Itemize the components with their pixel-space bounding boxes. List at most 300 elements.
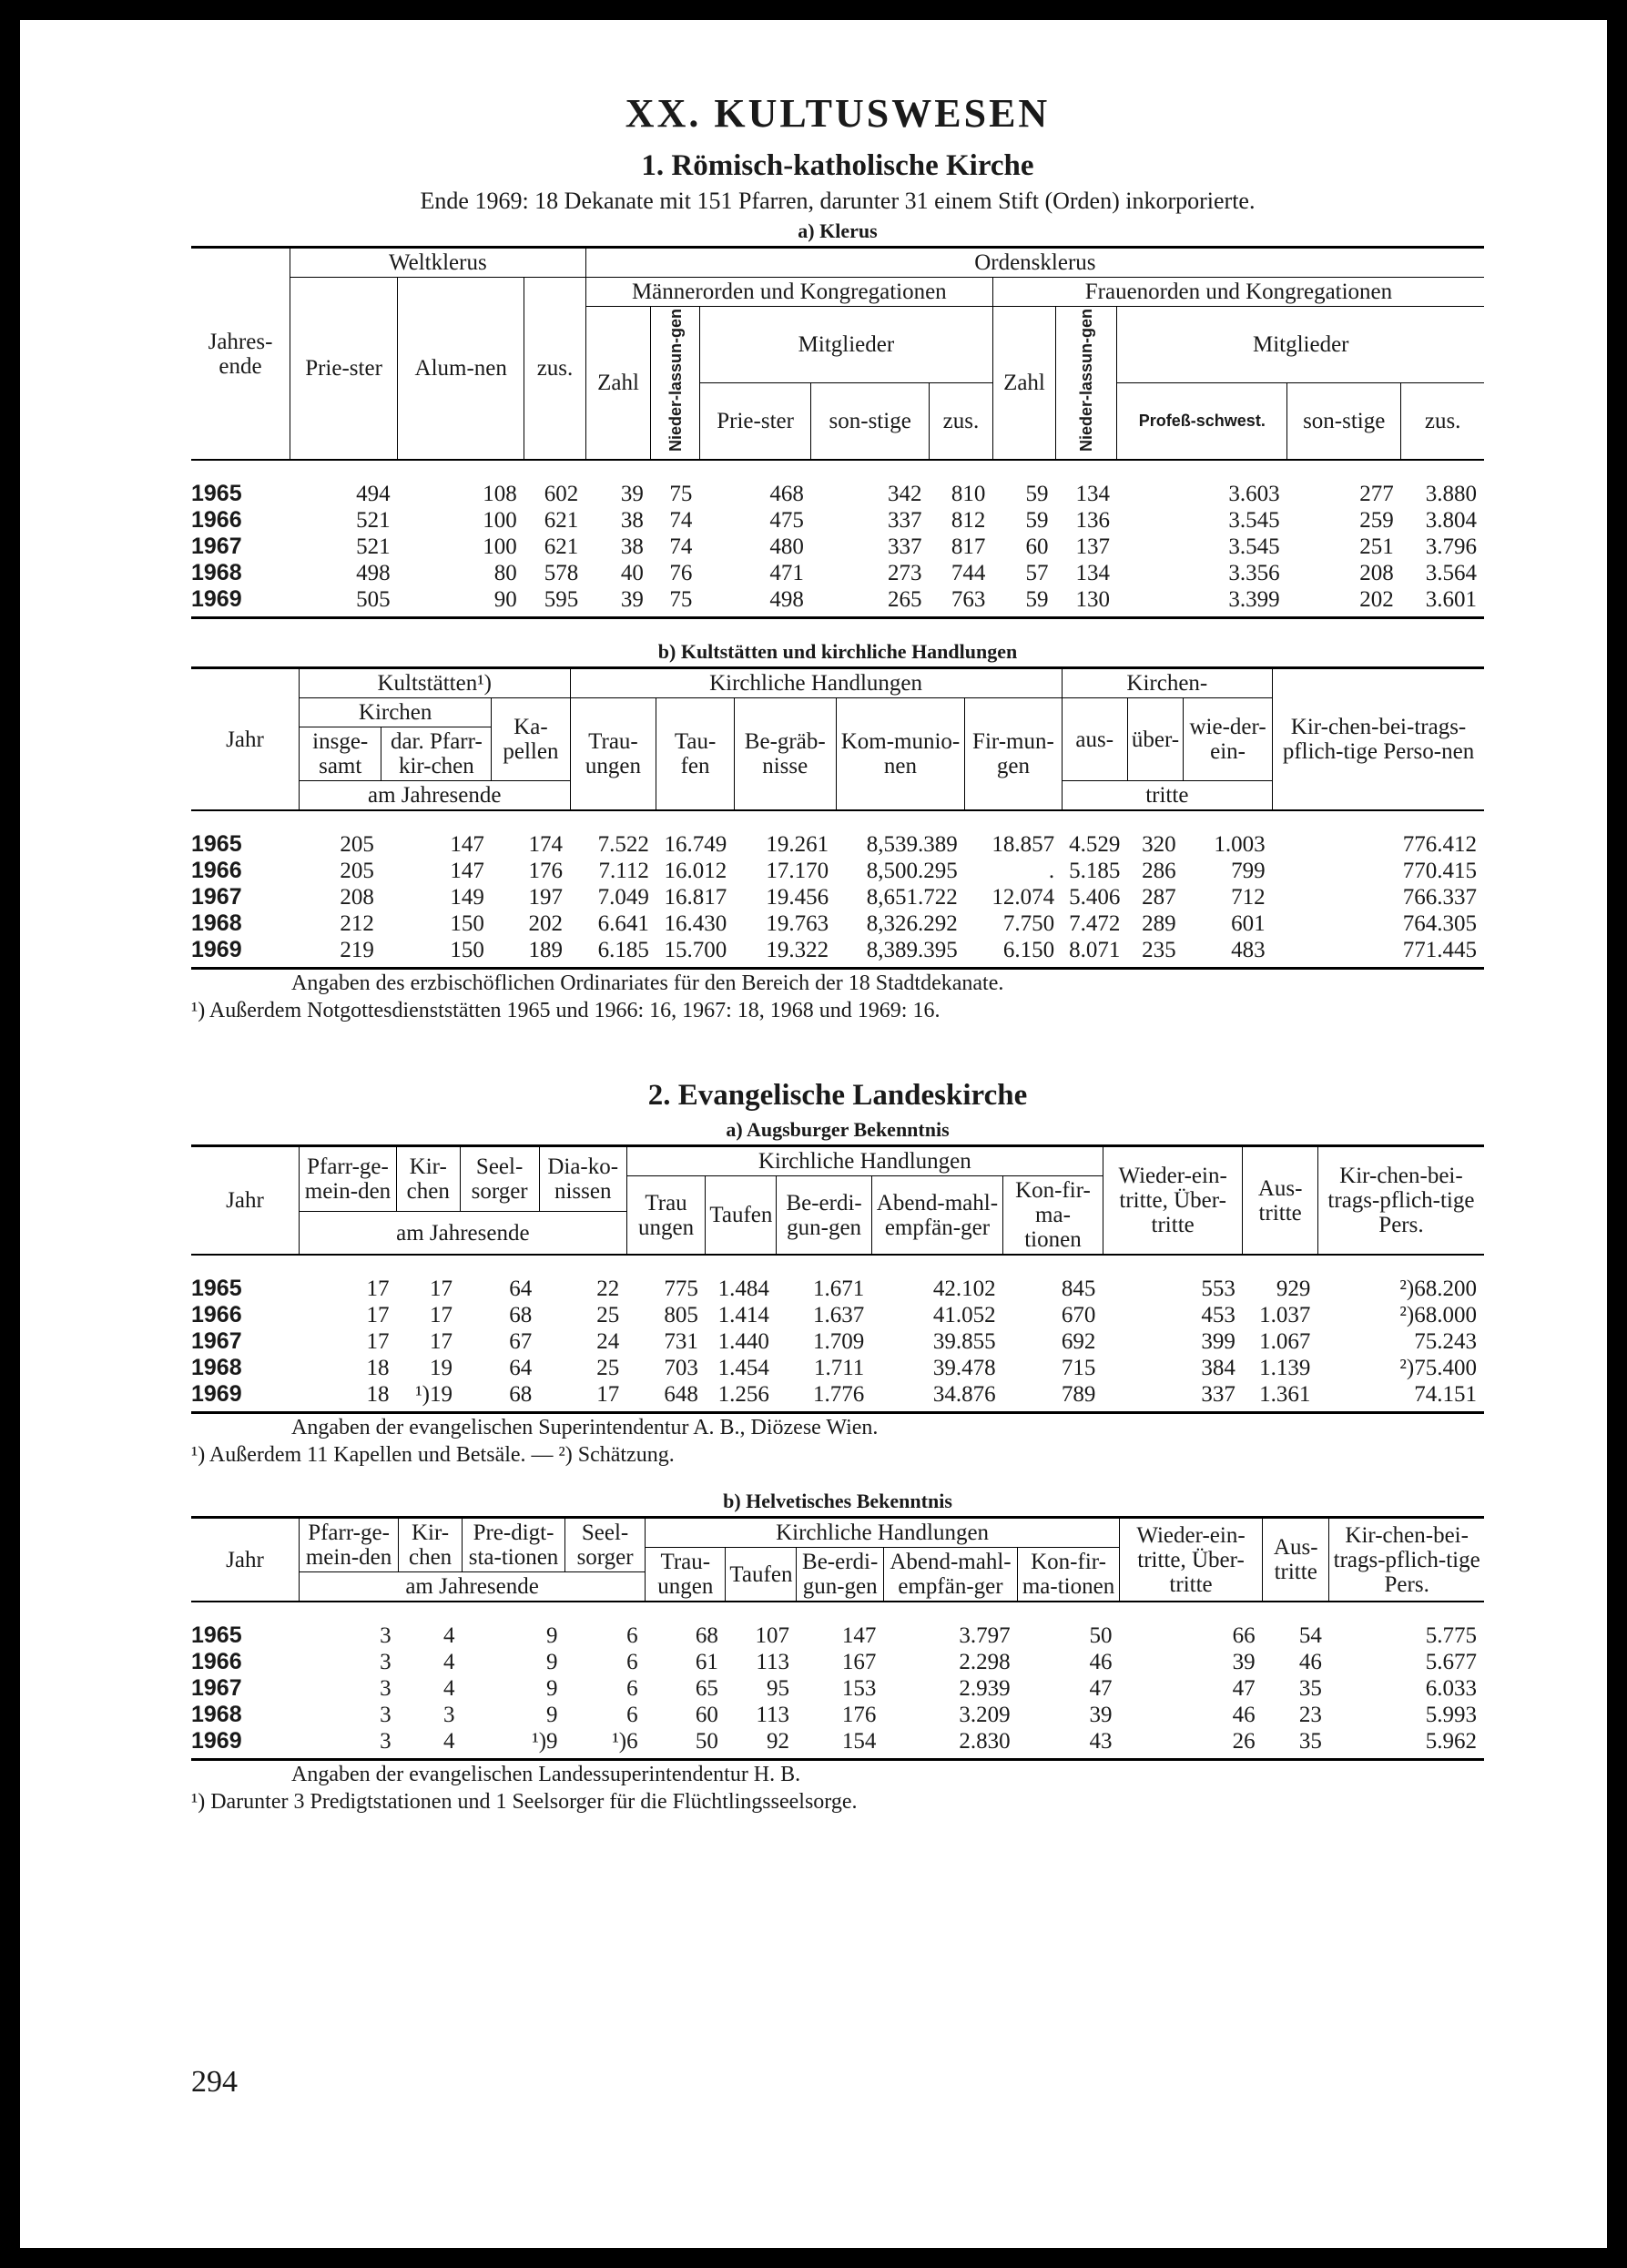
row-year: 1967 (191, 534, 242, 560)
cell: 468 (769, 482, 804, 507)
col-insgesamt: insge-samt (300, 727, 381, 781)
cell: 8,389.395 (836, 937, 965, 969)
cell: 287 (1142, 885, 1176, 910)
cell: 136 (1075, 508, 1110, 534)
cell: 3.880 (1425, 482, 1477, 507)
cell: 154 (797, 1728, 883, 1760)
table-kultstaetten (191, 666, 1484, 970)
cell: 17.170 (766, 859, 829, 884)
cell: 39.478 (932, 1356, 996, 1381)
cell: 189 (492, 937, 570, 969)
row-year: 1965 (191, 1276, 242, 1302)
col-beitragspflichtige: Kir-chen-bei-trags-pflich-tige Perso-nen (1273, 668, 1484, 811)
cell: 8.071 (1062, 937, 1127, 969)
cell: 5.185 (1069, 859, 1121, 884)
cell: 107 (755, 1623, 789, 1649)
cell: 4 (443, 1623, 455, 1649)
cell: 384 (1201, 1356, 1236, 1381)
col-taufen: Taufen (706, 1176, 777, 1256)
row-year: 1966 (191, 1302, 242, 1328)
col-ueber: über- (1127, 698, 1183, 781)
cell: 3.545 (1228, 534, 1280, 560)
cell: 46 (1298, 1650, 1322, 1675)
cell: 595 (524, 586, 585, 618)
col-year: Jahres-ende (208, 329, 273, 379)
cell: 337 (888, 508, 922, 534)
cell: 770.415 (1402, 859, 1477, 884)
cell: 176 (841, 1703, 877, 1728)
cell: 47 (1232, 1676, 1256, 1702)
cell: 494 (356, 482, 391, 507)
table-row (191, 534, 1484, 560)
table-augsburger (191, 1144, 1484, 1414)
col-am-jahresende: am Jahresende (300, 1572, 646, 1602)
col-zahl-m: Zahl (585, 307, 651, 461)
col-predigtstationen: Pre-digt-sta-tionen (463, 1518, 565, 1572)
kultstaetten-rows (191, 810, 1484, 969)
cell: 205 (340, 832, 374, 858)
cell: 26 (1120, 1728, 1263, 1760)
cell: ¹)19 (396, 1381, 460, 1413)
cell: 74 (669, 534, 693, 560)
cell: 776.412 (1402, 832, 1477, 858)
col-mitglieder-f: Mitglieder (1117, 307, 1484, 383)
cell: 17 (366, 1303, 390, 1328)
klerus-rows (191, 460, 1484, 618)
cell: 150 (381, 937, 492, 969)
cell: 38 (620, 534, 644, 560)
cell: 602 (544, 482, 579, 507)
cell: 39 (1089, 1703, 1113, 1728)
cell: 1.037 (1259, 1303, 1311, 1328)
cell: 16.012 (664, 859, 727, 884)
cell: 24 (596, 1329, 620, 1355)
cell: 7.112 (598, 859, 649, 884)
col-kirchen: Kir-chen (399, 1518, 463, 1572)
cell: 1.414 (717, 1303, 769, 1328)
col-am-jahresende: am Jahresende (300, 781, 571, 811)
cell: 134 (1075, 561, 1110, 586)
row-year: 1967 (191, 1328, 242, 1355)
cell: 202 (528, 911, 564, 937)
cell: 4 (399, 1728, 463, 1760)
cell: 5.677 (1425, 1650, 1477, 1675)
table-2a-source: Angaben der evangelischen Superintendentur A. B., Diözese Wien. (291, 1416, 879, 1440)
cell: 4 (443, 1650, 455, 1675)
cell: 475 (769, 508, 804, 534)
cell: 219 (300, 937, 381, 969)
cell: 134 (1075, 482, 1110, 507)
cell: 130 (1056, 586, 1117, 618)
cell: 399 (1201, 1329, 1236, 1355)
row-year: 1968 (191, 1702, 242, 1728)
cell: 176 (528, 859, 564, 884)
col-am-jahresende: am Jahresende (300, 1212, 627, 1255)
cell: 100 (483, 534, 517, 560)
col-frauenorden: Frauenorden und Kongregationen (992, 278, 1484, 307)
row-year: 1965 (191, 831, 242, 858)
cell: 90 (398, 586, 524, 618)
col-jahr: Jahr (226, 1188, 264, 1214)
cell: 775 (664, 1276, 698, 1302)
col-wiedereintritte: Wieder-ein-tritte, Über-tritte (1120, 1518, 1263, 1602)
cell: 3.564 (1425, 561, 1477, 586)
col-wieder: wie-der-ein- (1184, 698, 1273, 781)
cell: 845 (1061, 1276, 1096, 1302)
cell: 9 (546, 1703, 558, 1728)
cell: 6 (626, 1623, 638, 1649)
col-konfirmationen: Kon-fir-ma-tionen (1018, 1548, 1120, 1602)
cell: 3.797 (959, 1623, 1011, 1649)
cell: 75 (669, 482, 693, 507)
cell: 64 (509, 1356, 533, 1381)
table-1b-footnote: ¹) Außerdem Notgottesdienststätten 1965 und 1966: 16, 1967: 18, 1968 und 1969: 16. (191, 999, 941, 1023)
cell: 59 (1025, 508, 1049, 534)
cell: 715 (1061, 1356, 1096, 1381)
col-tritte: tritte (1062, 781, 1272, 811)
cell: 16.430 (664, 911, 727, 937)
cell: 7.049 (597, 885, 649, 910)
cell: 12.074 (991, 885, 1055, 910)
cell: 1.711 (813, 1356, 865, 1381)
col-sonstige-f: son-stige (1287, 382, 1401, 460)
cell: 80 (493, 561, 517, 586)
nieder-label: Nieder-lassun-gen (666, 309, 685, 453)
table-row (191, 1602, 1484, 1649)
col-taufen: Tau-fen (656, 698, 734, 811)
cell: 113 (756, 1703, 789, 1728)
table-row (191, 460, 1484, 507)
cell: 3.603 (1228, 482, 1280, 507)
cell: 6 (626, 1703, 638, 1728)
cell: ²)68.000 (1399, 1303, 1477, 1328)
cell: 3 (300, 1728, 399, 1760)
col-alumnen: Alum-nen (398, 278, 524, 461)
col-kirchen-tritte: Kirchen- (1062, 668, 1272, 698)
cell: 1.776 (777, 1381, 871, 1413)
cell: 277 (1359, 482, 1394, 507)
cell: 92 (726, 1728, 797, 1760)
cell: 265 (811, 586, 930, 618)
table-klerus (191, 246, 1484, 619)
cell: 39 (585, 586, 651, 618)
cell: ²)68.200 (1399, 1276, 1477, 1302)
col-beerdigungen: Be-erdi-gun-gen (777, 1176, 871, 1256)
cell: 505 (290, 586, 398, 618)
row-year: 1969 (191, 586, 290, 618)
row-year: 1969 (191, 1728, 300, 1760)
cell: 8,500.295 (866, 859, 958, 884)
col-beerdigungen: Be-erdi-gun-gen (797, 1548, 883, 1602)
cell: 799 (1231, 859, 1266, 884)
cell: 3 (380, 1676, 391, 1702)
cell: 1.361 (1243, 1381, 1318, 1413)
col-wiedereintritte: Wieder-ein-tritte, Über-tritte (1103, 1146, 1243, 1256)
row-year: 1966 (191, 1649, 242, 1675)
cell: 208 (1359, 561, 1394, 586)
cell: 46 (1089, 1650, 1113, 1675)
section-1-intro: Ende 1969: 18 Dekanate mit 151 Pfarren, darunter 31 einem Stift (Orden) inkorporierte. (420, 188, 1256, 214)
cell: 167 (841, 1650, 877, 1675)
col-kirchen: Kir-chen (396, 1146, 460, 1212)
table-row (191, 1381, 1484, 1413)
cell: ¹)6 (565, 1728, 646, 1760)
cell: 40 (620, 561, 644, 586)
col-trauungen: Trau-ungen (646, 1548, 726, 1602)
row-year: 1967 (191, 884, 242, 910)
cell: 1.709 (813, 1329, 865, 1355)
cell: 202 (1287, 586, 1401, 618)
col-pfarrgemeinden: Pfarr-ge-mein-den (300, 1518, 399, 1572)
cell: 17 (430, 1329, 453, 1355)
table-row (191, 1255, 1484, 1302)
cell: 205 (340, 859, 374, 884)
col-pfarrkirchen: dar. Pfarr-kir-chen (381, 727, 492, 781)
row-year: 1968 (191, 910, 242, 937)
augsburger-rows (191, 1255, 1484, 1413)
col-austritte: Aus-tritte (1243, 1146, 1318, 1256)
col-kirchliche-handlungen: Kirchliche Handlungen (646, 1518, 1120, 1548)
cell: 153 (841, 1676, 877, 1702)
cell: 47 (1089, 1676, 1113, 1702)
col-trauungen: Trau-ungen (570, 698, 656, 811)
cell: 100 (483, 508, 517, 534)
cell: 703 (664, 1356, 698, 1381)
cell: 67 (509, 1329, 533, 1355)
cell: 3.796 (1425, 534, 1477, 560)
table-row (191, 1702, 1484, 1728)
cell: 39 (620, 482, 644, 507)
cell: 6.641 (597, 911, 649, 937)
cell: 648 (626, 1381, 706, 1413)
cell: 16.749 (664, 832, 727, 858)
cell: 149 (450, 885, 484, 910)
row-year: 1968 (191, 1355, 242, 1381)
cell: 810 (951, 482, 986, 507)
cell: 4 (443, 1676, 455, 1702)
cell: 764.305 (1402, 911, 1477, 937)
cell: 337 (888, 534, 922, 560)
row-year: 1965 (191, 481, 242, 507)
cell: 7.522 (597, 832, 649, 858)
row-year: 1969 (191, 1381, 300, 1413)
cell: 174 (528, 832, 564, 858)
col-austritte: Aus-tritte (1263, 1518, 1329, 1602)
table-2b-source: Angaben der evangelischen Landessuperintendentur H. B. (291, 1763, 801, 1787)
cell: 731 (664, 1329, 698, 1355)
cell: 1.637 (813, 1303, 865, 1328)
cell: 763 (930, 586, 993, 618)
table-row (191, 810, 1484, 858)
cell: 812 (951, 508, 986, 534)
col-beitragspflichtige: Kir-chen-bei-trags-pflich-tige Pers. (1317, 1146, 1484, 1256)
cell: 1.440 (717, 1329, 769, 1355)
cell: 19.763 (766, 911, 829, 937)
col-beitragspflichtige: Kir-chen-bei-trags-pflich-tige Pers. (1329, 1518, 1484, 1602)
cell: 8,651.722 (866, 885, 958, 910)
col-kultstaetten: Kultstätten¹) (300, 668, 571, 698)
cell: 3 (380, 1703, 391, 1728)
cell: . (1048, 859, 1055, 884)
cell: 15.700 (656, 937, 734, 969)
cell: 19.261 (766, 832, 829, 858)
table-row (191, 1302, 1484, 1328)
col-aus: aus- (1062, 698, 1127, 781)
cell: 3.804 (1425, 508, 1477, 534)
cell: 60 (695, 1703, 718, 1728)
row-year: 1968 (191, 560, 242, 586)
cell: 3 (443, 1703, 455, 1728)
table-1a-title: a) Klerus (798, 219, 878, 242)
cell: 76 (669, 561, 693, 586)
table-2a-title: a) Augsburger Bekenntnis (726, 1118, 950, 1142)
col-diakonissen: Dia-ko-nissen (539, 1146, 626, 1212)
cell: 9 (546, 1623, 558, 1649)
table-row (191, 910, 1484, 937)
table-row (191, 1355, 1484, 1381)
col-priester-m: Prie-ster (699, 382, 810, 460)
cell: 766.337 (1402, 885, 1477, 910)
cell: 150 (450, 911, 484, 937)
cell: 1.671 (813, 1276, 865, 1302)
cell: 6.185 (570, 937, 656, 969)
col-kirchliche-handlungen: Kirchliche Handlungen (626, 1146, 1103, 1176)
cell: 61 (695, 1650, 718, 1675)
cell: 273 (888, 561, 922, 586)
cell: 41.052 (932, 1303, 996, 1328)
cell: 35 (1263, 1728, 1329, 1760)
col-konfirmationen: Kon-fir-ma-tionen (1003, 1176, 1103, 1256)
cell: 64 (509, 1276, 533, 1302)
cell: 208 (340, 885, 374, 910)
page-number: 294 (191, 2065, 238, 2099)
cell: 74.151 (1317, 1381, 1484, 1413)
cell: ²)75.400 (1399, 1356, 1477, 1381)
cell: 18 (300, 1381, 397, 1413)
cell: 1.454 (717, 1356, 769, 1381)
col-jahr: Jahr (226, 1547, 264, 1572)
cell: 712 (1231, 885, 1266, 910)
cell: 3.356 (1228, 561, 1280, 586)
cell: 17 (366, 1329, 390, 1355)
col-nieder-f (1056, 307, 1117, 461)
cell: 498 (699, 586, 810, 618)
cell: 744 (951, 561, 986, 586)
table-helvetisch (191, 1516, 1484, 1761)
cell: 9 (546, 1676, 558, 1702)
cell: 66 (1232, 1623, 1256, 1649)
col-zus-f: zus. (1401, 382, 1484, 460)
cell: 483 (1184, 937, 1273, 969)
col-jahr: Jahr (226, 727, 264, 752)
row-year: 1965 (191, 1622, 242, 1649)
cell: 22 (596, 1276, 620, 1302)
col-profess: Profeß-schwest. (1117, 382, 1287, 460)
table-row (191, 858, 1484, 884)
cell: 621 (544, 534, 579, 560)
cell: 17 (430, 1276, 453, 1302)
cell: 289 (1142, 911, 1176, 937)
cell: 18 (366, 1356, 390, 1381)
cell: 521 (356, 534, 391, 560)
cell: 75 (651, 586, 700, 618)
cell: 553 (1201, 1276, 1236, 1302)
cell: 4.529 (1069, 832, 1121, 858)
cell: 3 (380, 1623, 391, 1649)
col-pfarrgemeinden: Pfarr-ge-mein-den (300, 1146, 397, 1212)
cell: 601 (1231, 911, 1266, 937)
document-page (191, 82, 1484, 1815)
table-row (191, 884, 1484, 910)
cell: 2.298 (959, 1650, 1011, 1675)
cell: 6.033 (1425, 1676, 1477, 1702)
cell: 498 (356, 561, 391, 586)
cell: 35 (1298, 1676, 1322, 1702)
cell: 692 (1061, 1329, 1096, 1355)
cell: 7.750 (1002, 911, 1055, 937)
cell: 1.256 (706, 1381, 777, 1413)
col-firmungen: Fir-mun-gen (965, 698, 1062, 811)
cell: 789 (1003, 1381, 1103, 1413)
table-row (191, 1728, 1484, 1760)
cell: 65 (695, 1676, 718, 1702)
col-maennerorden: Männerorden und Kongregationen (585, 278, 992, 307)
cell: 5.406 (1069, 885, 1121, 910)
col-mitglieder-m: Mitglieder (699, 307, 992, 383)
cell: 74 (669, 508, 693, 534)
col-zus-m: zus. (930, 382, 993, 460)
cell: 147 (450, 832, 484, 858)
table-2b-footnote: ¹) Darunter 3 Predigtstationen und 1 Seelsorger für die Flüchtlingsseelsorge. (191, 1790, 858, 1815)
col-begraebnisse: Be-gräb-nisse (734, 698, 836, 811)
cell: 320 (1142, 832, 1176, 858)
cell: 6 (626, 1676, 638, 1702)
cell: 2.830 (883, 1728, 1017, 1760)
cell: 521 (356, 508, 391, 534)
cell: 25 (596, 1303, 620, 1328)
cell: 68 (695, 1623, 718, 1649)
section-1-heading: 1. Römisch-katholische Kirche (641, 149, 1034, 182)
cell: 137 (1075, 534, 1110, 560)
cell: 39.855 (932, 1329, 996, 1355)
cell: 17 (366, 1276, 390, 1302)
cell: 3.209 (959, 1703, 1011, 1728)
cell: 59 (992, 586, 1055, 618)
cell: 95 (766, 1676, 789, 1702)
col-seelsorger: Seel-sorger (565, 1518, 646, 1572)
cell: 9 (546, 1650, 558, 1675)
cell: 46 (1232, 1703, 1256, 1728)
table-row (191, 586, 1484, 618)
cell: 38 (620, 508, 644, 534)
col-trauungen: Trau ungen (626, 1176, 706, 1256)
cell: 23 (1298, 1703, 1322, 1728)
cell: 670 (1061, 1303, 1096, 1328)
cell: 5.775 (1425, 1623, 1477, 1649)
cell: 17 (539, 1381, 626, 1413)
cell: 17 (430, 1303, 453, 1328)
cell: 3.399 (1117, 586, 1287, 618)
cell: 6.150 (965, 937, 1062, 969)
table-row (191, 507, 1484, 534)
cell: 480 (769, 534, 804, 560)
cell: 68 (460, 1381, 539, 1413)
cell: 68 (509, 1303, 533, 1328)
cell: 197 (528, 885, 564, 910)
table-1b-title: b) Kultstätten und kirchliche Handlungen (657, 640, 1018, 664)
cell: 19.456 (766, 885, 829, 910)
cell: 43 (1018, 1728, 1120, 1760)
